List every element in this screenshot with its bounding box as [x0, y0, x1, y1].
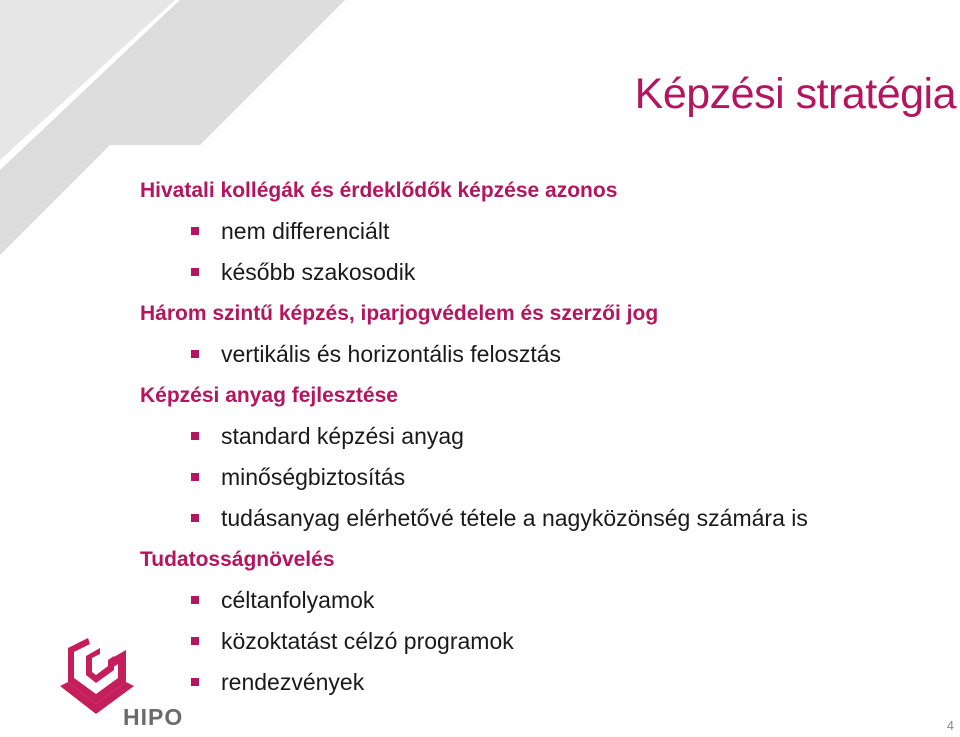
list-item: vertikális és horizontális felosztás	[140, 334, 940, 375]
square-bullet-icon	[191, 514, 199, 522]
page-number: 4	[946, 718, 954, 733]
list-item: később szakosodik	[140, 252, 940, 293]
list-item: tudásanyag elérhetővé tétele a nagyközönség számára is	[140, 498, 940, 539]
logo-text: HIPO	[123, 704, 184, 730]
section-2	[140, 293, 940, 375]
list-item: nem differenciált	[140, 211, 940, 252]
section-3	[140, 375, 940, 539]
section-heading: Hivatali kollégák és érdeklődők képzése azonos	[140, 179, 618, 202]
section-heading: Képzési anyag fejlesztése	[140, 384, 398, 407]
square-bullet-icon	[191, 350, 199, 358]
square-bullet-icon	[191, 432, 199, 440]
slide-content	[140, 170, 940, 703]
list-item: standard képzési anyag	[140, 416, 940, 457]
section-heading: Tudatosságnövelés	[140, 548, 335, 571]
list-item: céltanfolyamok	[140, 580, 940, 621]
section-heading: Három szintű képzés, iparjogvédelem és szerzői jog	[140, 302, 659, 325]
slide-title: Képzési stratégia	[634, 70, 956, 118]
square-bullet-icon	[191, 268, 199, 276]
section-1	[140, 170, 940, 293]
section-4	[140, 539, 940, 703]
square-bullet-icon	[191, 678, 199, 686]
square-bullet-icon	[191, 637, 199, 645]
list-item: rendezvények	[140, 662, 940, 703]
square-bullet-icon	[191, 227, 199, 235]
list-item: minőségbiztosítás	[140, 457, 940, 498]
list-item: közoktatást célzó programok	[140, 621, 940, 662]
square-bullet-icon	[191, 473, 199, 481]
square-bullet-icon	[191, 596, 199, 604]
